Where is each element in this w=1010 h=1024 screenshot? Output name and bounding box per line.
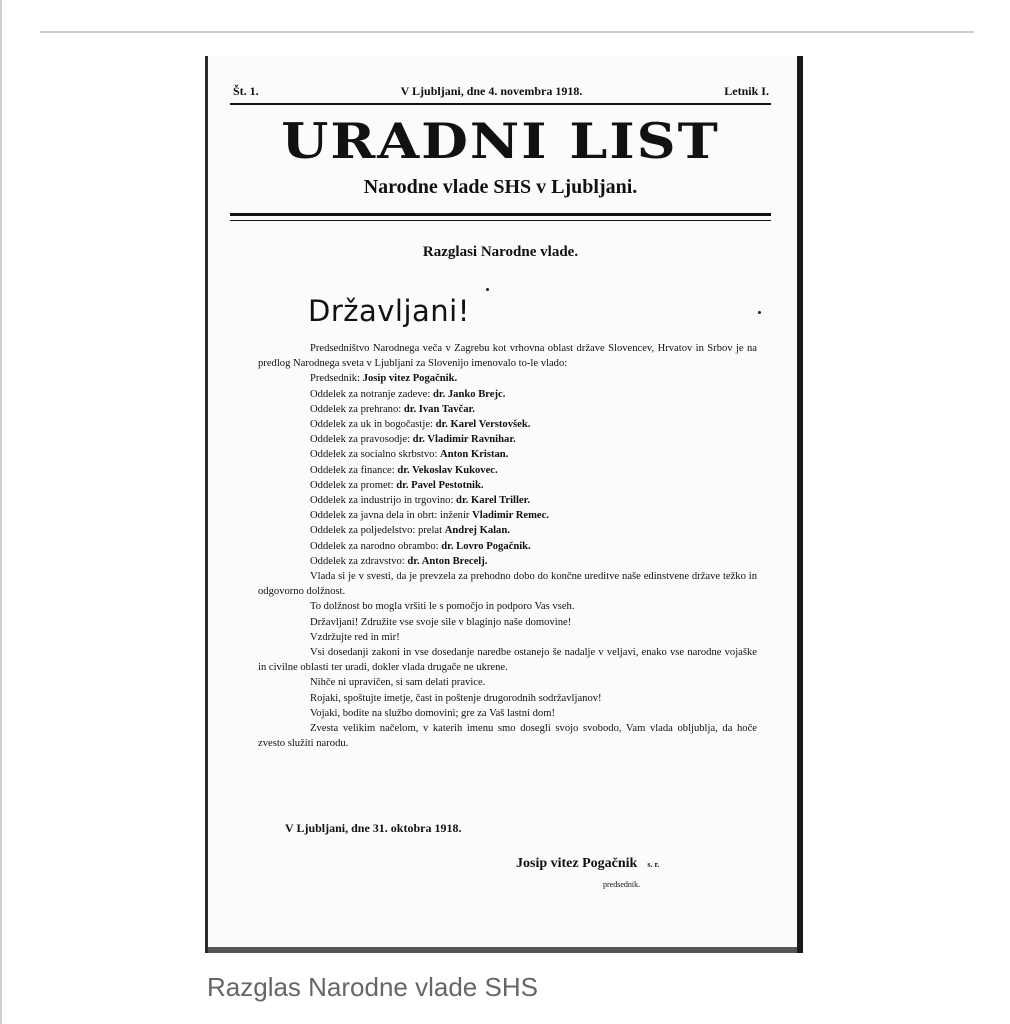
department-label: Oddelek za prehrano: xyxy=(310,403,402,415)
department-row xyxy=(258,432,757,447)
department-head: Vladimir Remec. xyxy=(472,510,549,522)
department-head: dr. Lovro Pogačnik. xyxy=(441,540,531,552)
department-head: Andrej Kalan. xyxy=(444,525,510,537)
department-row xyxy=(258,463,757,478)
department-row xyxy=(258,371,757,386)
body-paragraph: Rojaki, spoštujte imetje, čast in poštenje drugorodnih sodržavljanov! xyxy=(310,692,602,704)
department-head: dr. Vladimir Ravnihar. xyxy=(412,434,516,446)
department-row xyxy=(258,508,757,523)
department-label: Oddelek za notranje zadeve: xyxy=(310,388,431,400)
signature-role: predsednik. xyxy=(603,880,641,889)
masthead-rule-top xyxy=(230,103,771,105)
top-divider xyxy=(40,31,974,33)
newspaper-title: URADNI LIST xyxy=(281,112,720,170)
department-row xyxy=(258,387,757,402)
body-paragraph: Vzdržujte red in mir! xyxy=(310,631,400,643)
department-label: Oddelek za uk in bogočastje: xyxy=(310,419,433,431)
department-row xyxy=(258,478,757,493)
masthead-line xyxy=(233,84,769,99)
body-paragraph: Državljani! Združite vse svoje sile v blaginjo naše domovine! xyxy=(310,616,572,628)
intro-paragraph: Predsedništvo Narodnega veča v Zagrebu kot vrhovna oblast države Slovencev, Hrvatov in Srbov je na predlog Narodnega sveta v Ljubljani za Slovenijo imenovalo to-le vlado: xyxy=(258,343,757,370)
proclamation-body xyxy=(258,341,757,751)
image-caption: Razglas Narodne vlade SHS xyxy=(207,972,538,1002)
volume-label: Letnik I. xyxy=(724,84,769,98)
body-paragraph: Nihče ni upravičen, si sam delati pravice. xyxy=(310,677,486,689)
department-row xyxy=(258,539,757,554)
department-row xyxy=(258,523,757,538)
department-label: Oddelek za narodno obrambo: xyxy=(310,540,439,552)
department-row xyxy=(258,493,757,508)
signature xyxy=(516,856,659,872)
department-label: Oddelek za finance: xyxy=(310,464,395,476)
speck-mark xyxy=(758,311,761,314)
department-label: Oddelek za industrijo in trgovino: xyxy=(310,495,454,507)
date-line: V Ljubljani, dne 31. oktobra 1918. xyxy=(285,821,462,835)
closing-paragraphs xyxy=(258,569,757,751)
speck-mark xyxy=(486,288,489,291)
masthead-dateline: V Ljubljani, dne 4. novembra 1918. xyxy=(400,84,583,98)
department-head: Anton Kristan. xyxy=(440,449,509,461)
left-frame-border xyxy=(0,0,2,1024)
department-row xyxy=(258,447,757,462)
department-label: Oddelek za promet: xyxy=(310,479,394,491)
issue-number: Št. 1. xyxy=(233,84,259,98)
section-heading: Razglasi Narodne vlade. xyxy=(422,244,579,260)
department-head: dr. Karel Triller. xyxy=(456,495,531,507)
body-paragraph: Zvesta velikim načelom, v katerih imenu smo dosegli svojo svobodo, Vam vlada obljublja, da hoče zvesto služiti narodu. xyxy=(258,723,757,750)
signature-name: Josip vitez Pogačnik xyxy=(516,856,638,871)
body-paragraph: To dolžnost bo mogla vršiti le s pomočjo in podporo Vas vseh. xyxy=(310,601,575,613)
proclamation-heading: Državljani! xyxy=(308,294,470,328)
newspaper-scan xyxy=(205,56,803,953)
masthead-rule-thick xyxy=(230,213,771,216)
department-head: dr. Pavel Pestotnik. xyxy=(396,479,484,491)
department-head: dr. Janko Brejc. xyxy=(432,388,506,400)
department-row xyxy=(258,417,757,432)
department-head: dr. Vekoslav Kukovec. xyxy=(397,464,498,476)
department-label: Predsednik: xyxy=(310,373,361,385)
departments-list xyxy=(258,371,757,569)
department-label: Oddelek za socialno skrbstvo: xyxy=(310,449,438,461)
body-paragraph: Vlada si je v svesti, da je prevzela za prehodno dobo do končne ureditve naše edinstvene države težko in odgovorno dolžnost. xyxy=(258,571,757,598)
department-head: dr. Ivan Tavčar. xyxy=(403,403,475,415)
newspaper-subtitle: Narodne vlade SHS v Ljubljani. xyxy=(363,176,638,198)
department-label: Oddelek za zdravstvo: xyxy=(310,555,405,567)
department-head: Josip vitez Pogačnik. xyxy=(362,373,458,385)
department-label: Oddelek za javna dela in obrt: inženir xyxy=(310,510,470,522)
body-paragraph: Vojaki, bodite na službo domovini; gre za Vaš lastni dom! xyxy=(310,707,555,719)
department-label: Oddelek za pravosodje: xyxy=(310,434,411,446)
signature-suffix: s. r. xyxy=(647,860,660,869)
department-row xyxy=(258,554,757,569)
department-row xyxy=(258,402,757,417)
department-head: dr. Anton Brecelj. xyxy=(407,555,488,567)
masthead-rule-thin xyxy=(230,220,771,221)
department-head: dr. Karel Verstovšek. xyxy=(435,419,531,431)
body-paragraph: Vsi dosedanji zakoni in vse dosedanje naredbe ostanejo še nadalje v veljavi, enako vse narodne vojaške in civilne oblasti ter uradi, dokler vlada drugače ne ukrene. xyxy=(258,647,757,674)
department-label: Oddelek za poljedelstvo: prelat xyxy=(310,525,443,537)
